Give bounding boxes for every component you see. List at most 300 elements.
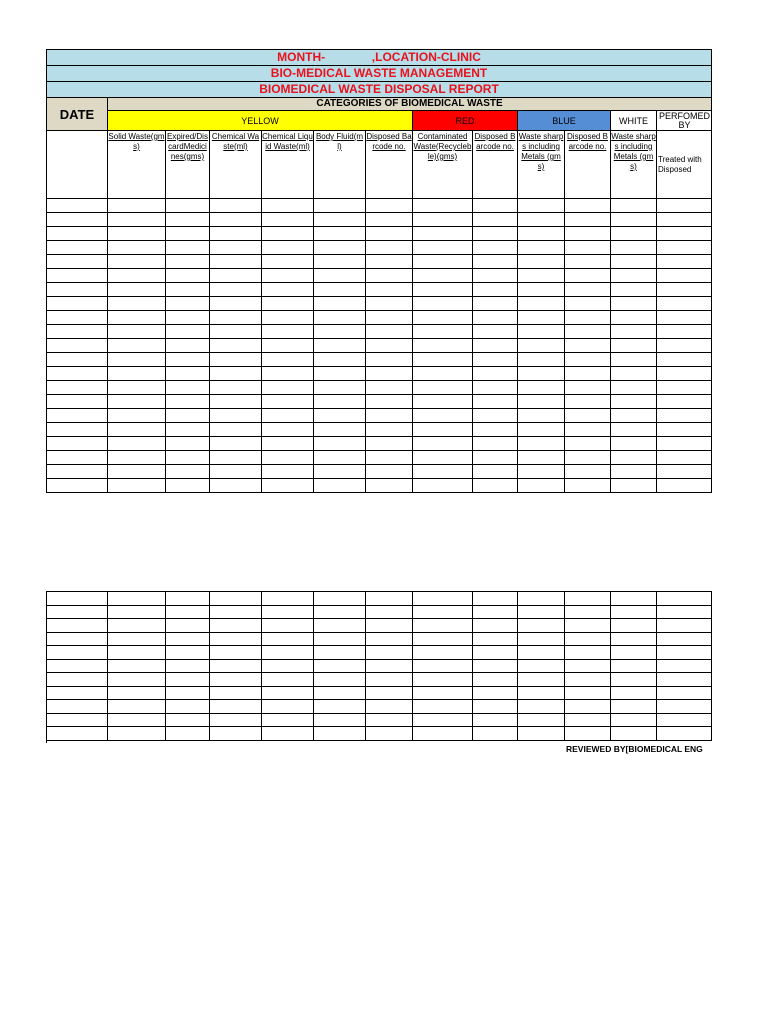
table-cell[interactable] bbox=[565, 423, 611, 437]
table-cell[interactable] bbox=[473, 367, 518, 381]
table-cell[interactable] bbox=[166, 659, 210, 673]
table-cell[interactable] bbox=[611, 199, 657, 213]
table-cell[interactable] bbox=[47, 619, 108, 633]
table-cell[interactable] bbox=[210, 659, 262, 673]
table-cell[interactable] bbox=[657, 659, 712, 673]
table-cell[interactable] bbox=[108, 395, 166, 409]
table-cell[interactable] bbox=[47, 632, 108, 646]
table-cell[interactable] bbox=[473, 255, 518, 269]
table-cell[interactable] bbox=[47, 255, 108, 269]
table-cell[interactable] bbox=[210, 227, 262, 241]
table-cell[interactable] bbox=[518, 727, 565, 741]
table-cell[interactable] bbox=[166, 297, 210, 311]
table-cell[interactable] bbox=[473, 632, 518, 646]
yellow-category[interactable]: YELLOW bbox=[108, 111, 413, 131]
table-cell[interactable] bbox=[657, 255, 712, 269]
table-cell[interactable] bbox=[518, 325, 565, 339]
table-cell[interactable] bbox=[366, 700, 413, 714]
table-cell[interactable] bbox=[262, 353, 314, 367]
table-cell[interactable] bbox=[366, 592, 413, 606]
title-management[interactable]: BIO-MEDICAL WASTE MANAGEMENT bbox=[47, 66, 712, 82]
table-cell[interactable] bbox=[210, 673, 262, 687]
table-cell[interactable] bbox=[413, 686, 473, 700]
table-cell[interactable] bbox=[166, 451, 210, 465]
table-cell[interactable] bbox=[47, 199, 108, 213]
column-header-4[interactable]: Chemical Liquid Waste(ml) bbox=[262, 131, 314, 199]
table-cell[interactable] bbox=[314, 311, 366, 325]
table-cell[interactable] bbox=[166, 353, 210, 367]
table-cell[interactable] bbox=[518, 700, 565, 714]
table-cell[interactable] bbox=[366, 646, 413, 660]
table-cell[interactable] bbox=[413, 241, 473, 255]
table-cell[interactable] bbox=[473, 437, 518, 451]
table-cell[interactable] bbox=[366, 465, 413, 479]
table-cell[interactable] bbox=[210, 395, 262, 409]
table-cell[interactable] bbox=[473, 269, 518, 283]
table-cell[interactable] bbox=[413, 339, 473, 353]
table-cell[interactable] bbox=[565, 409, 611, 423]
table-cell[interactable] bbox=[262, 713, 314, 727]
table-cell[interactable] bbox=[611, 353, 657, 367]
table-cell[interactable] bbox=[518, 632, 565, 646]
table-cell[interactable] bbox=[413, 727, 473, 741]
table-cell[interactable] bbox=[262, 727, 314, 741]
table-cell[interactable] bbox=[108, 713, 166, 727]
table-cell[interactable] bbox=[366, 381, 413, 395]
table-cell[interactable] bbox=[611, 673, 657, 687]
column-header-3[interactable]: Chemical Waste(ml) bbox=[210, 131, 262, 199]
reviewed-by-label[interactable]: REVIEWED BY[BIOMEDICAL ENG bbox=[566, 744, 703, 754]
table-cell[interactable] bbox=[657, 311, 712, 325]
table-cell[interactable] bbox=[657, 465, 712, 479]
table-cell[interactable] bbox=[473, 605, 518, 619]
table-cell[interactable] bbox=[166, 311, 210, 325]
table-cell[interactable] bbox=[518, 227, 565, 241]
table-cell[interactable] bbox=[473, 700, 518, 714]
table-cell[interactable] bbox=[611, 727, 657, 741]
table-cell[interactable] bbox=[565, 213, 611, 227]
table-cell[interactable] bbox=[413, 325, 473, 339]
table-cell[interactable] bbox=[47, 381, 108, 395]
table-cell[interactable] bbox=[210, 241, 262, 255]
table-cell[interactable] bbox=[518, 619, 565, 633]
table-cell[interactable] bbox=[108, 700, 166, 714]
table-cell[interactable] bbox=[262, 659, 314, 673]
table-cell[interactable] bbox=[210, 700, 262, 714]
table-cell[interactable] bbox=[366, 727, 413, 741]
table-cell[interactable] bbox=[262, 632, 314, 646]
table-cell[interactable] bbox=[262, 686, 314, 700]
table-cell[interactable] bbox=[413, 632, 473, 646]
table-cell[interactable] bbox=[262, 423, 314, 437]
table-cell[interactable] bbox=[108, 227, 166, 241]
table-cell[interactable] bbox=[413, 297, 473, 311]
table-cell[interactable] bbox=[314, 479, 366, 493]
table-cell[interactable] bbox=[611, 619, 657, 633]
table-cell[interactable] bbox=[518, 199, 565, 213]
table-cell[interactable] bbox=[210, 269, 262, 283]
table-cell[interactable] bbox=[210, 325, 262, 339]
table-cell[interactable] bbox=[565, 395, 611, 409]
table-cell[interactable] bbox=[166, 325, 210, 339]
table-cell[interactable] bbox=[657, 686, 712, 700]
table-cell[interactable] bbox=[47, 686, 108, 700]
performed-by-header[interactable]: PERFOMED BY bbox=[657, 111, 712, 131]
table-cell[interactable] bbox=[518, 311, 565, 325]
table-cell[interactable] bbox=[314, 297, 366, 311]
table-cell[interactable] bbox=[210, 213, 262, 227]
table-cell[interactable] bbox=[366, 339, 413, 353]
table-cell[interactable] bbox=[473, 423, 518, 437]
table-cell[interactable] bbox=[47, 592, 108, 606]
table-cell[interactable] bbox=[47, 269, 108, 283]
table-cell[interactable] bbox=[413, 367, 473, 381]
table-cell[interactable] bbox=[166, 339, 210, 353]
column-header-12[interactable]: Treated with Disposed bbox=[657, 131, 712, 199]
table-cell[interactable] bbox=[657, 325, 712, 339]
table-cell[interactable] bbox=[473, 686, 518, 700]
table-cell[interactable] bbox=[262, 325, 314, 339]
table-cell[interactable] bbox=[47, 325, 108, 339]
table-cell[interactable] bbox=[473, 646, 518, 660]
table-cell[interactable] bbox=[565, 437, 611, 451]
table-cell[interactable] bbox=[657, 451, 712, 465]
table-cell[interactable] bbox=[518, 451, 565, 465]
table-cell[interactable] bbox=[473, 297, 518, 311]
table-cell[interactable] bbox=[611, 686, 657, 700]
table-cell[interactable] bbox=[473, 479, 518, 493]
table-cell[interactable] bbox=[47, 227, 108, 241]
table-cell[interactable] bbox=[611, 311, 657, 325]
table-cell[interactable] bbox=[47, 700, 108, 714]
table-cell[interactable] bbox=[166, 686, 210, 700]
table-cell[interactable] bbox=[47, 727, 108, 741]
table-cell[interactable] bbox=[413, 381, 473, 395]
table-cell[interactable] bbox=[108, 241, 166, 255]
table-cell[interactable] bbox=[262, 255, 314, 269]
table-cell[interactable] bbox=[657, 227, 712, 241]
table-cell[interactable] bbox=[366, 605, 413, 619]
table-cell[interactable] bbox=[166, 479, 210, 493]
table-cell[interactable] bbox=[262, 199, 314, 213]
table-cell[interactable] bbox=[518, 395, 565, 409]
column-header-7[interactable]: Contaminated Waste(Recycleble)(gms) bbox=[413, 131, 473, 199]
table-cell[interactable] bbox=[657, 646, 712, 660]
table-cell[interactable] bbox=[210, 479, 262, 493]
column-header-9[interactable]: Waste sharps including Metals (gms) bbox=[518, 131, 565, 199]
table-cell[interactable] bbox=[210, 727, 262, 741]
table-cell[interactable] bbox=[518, 646, 565, 660]
column-header-8[interactable]: Disposed Barcode no. bbox=[473, 131, 518, 199]
table-cell[interactable] bbox=[611, 465, 657, 479]
table-cell[interactable] bbox=[611, 241, 657, 255]
table-cell[interactable] bbox=[108, 213, 166, 227]
table-cell[interactable] bbox=[611, 713, 657, 727]
table-cell[interactable] bbox=[166, 227, 210, 241]
white-category[interactable]: WHITE bbox=[611, 111, 657, 131]
table-cell[interactable] bbox=[108, 367, 166, 381]
table-cell[interactable] bbox=[210, 619, 262, 633]
table-cell[interactable] bbox=[518, 297, 565, 311]
table-cell[interactable] bbox=[518, 479, 565, 493]
table-cell[interactable] bbox=[47, 451, 108, 465]
table-cell[interactable] bbox=[314, 673, 366, 687]
table-cell[interactable] bbox=[108, 673, 166, 687]
table-cell[interactable] bbox=[314, 592, 366, 606]
table-cell[interactable] bbox=[166, 465, 210, 479]
table-cell[interactable] bbox=[473, 673, 518, 687]
table-cell[interactable] bbox=[262, 367, 314, 381]
table-cell[interactable] bbox=[611, 297, 657, 311]
table-cell[interactable] bbox=[166, 592, 210, 606]
table-cell[interactable] bbox=[210, 605, 262, 619]
table-cell[interactable] bbox=[262, 269, 314, 283]
table-cell[interactable] bbox=[47, 367, 108, 381]
table-cell[interactable] bbox=[565, 479, 611, 493]
table-cell[interactable] bbox=[366, 673, 413, 687]
table-cell[interactable] bbox=[473, 325, 518, 339]
table-cell[interactable] bbox=[518, 686, 565, 700]
table-cell[interactable] bbox=[611, 269, 657, 283]
table-cell[interactable] bbox=[518, 339, 565, 353]
table-cell[interactable] bbox=[47, 479, 108, 493]
table-cell[interactable] bbox=[518, 465, 565, 479]
table-cell[interactable] bbox=[314, 339, 366, 353]
table-cell[interactable] bbox=[108, 423, 166, 437]
table-cell[interactable] bbox=[518, 283, 565, 297]
table-cell[interactable] bbox=[518, 605, 565, 619]
table-cell[interactable] bbox=[210, 423, 262, 437]
table-cell[interactable] bbox=[413, 395, 473, 409]
table-cell[interactable] bbox=[413, 673, 473, 687]
table-cell[interactable] bbox=[166, 283, 210, 297]
table-cell[interactable] bbox=[518, 353, 565, 367]
table-cell[interactable] bbox=[262, 605, 314, 619]
table-cell[interactable] bbox=[47, 673, 108, 687]
table-cell[interactable] bbox=[166, 367, 210, 381]
table-cell[interactable] bbox=[262, 465, 314, 479]
table-cell[interactable] bbox=[47, 409, 108, 423]
table-cell[interactable] bbox=[611, 395, 657, 409]
table-cell[interactable] bbox=[611, 255, 657, 269]
table-cell[interactable] bbox=[108, 269, 166, 283]
table-cell[interactable] bbox=[657, 199, 712, 213]
table-cell[interactable] bbox=[611, 283, 657, 297]
table-cell[interactable] bbox=[657, 409, 712, 423]
table-cell[interactable] bbox=[210, 646, 262, 660]
table-cell[interactable] bbox=[565, 353, 611, 367]
table-cell[interactable] bbox=[473, 659, 518, 673]
table-cell[interactable] bbox=[518, 437, 565, 451]
table-cell[interactable] bbox=[47, 713, 108, 727]
table-cell[interactable] bbox=[413, 451, 473, 465]
table-cell[interactable] bbox=[518, 241, 565, 255]
table-cell[interactable] bbox=[657, 632, 712, 646]
table-cell[interactable] bbox=[108, 632, 166, 646]
table-cell[interactable] bbox=[657, 395, 712, 409]
table-cell[interactable] bbox=[108, 339, 166, 353]
table-cell[interactable] bbox=[565, 199, 611, 213]
table-cell[interactable] bbox=[473, 592, 518, 606]
table-cell[interactable] bbox=[108, 325, 166, 339]
table-cell[interactable] bbox=[657, 367, 712, 381]
table-cell[interactable] bbox=[611, 632, 657, 646]
table-cell[interactable] bbox=[108, 605, 166, 619]
table-cell[interactable] bbox=[210, 451, 262, 465]
table-cell[interactable] bbox=[611, 213, 657, 227]
table-cell[interactable] bbox=[262, 437, 314, 451]
table-cell[interactable] bbox=[565, 659, 611, 673]
table-cell[interactable] bbox=[166, 605, 210, 619]
title-month-location[interactable]: MONTH- ,LOCATION-CLINIC bbox=[47, 50, 712, 66]
table-cell[interactable] bbox=[611, 592, 657, 606]
table-cell[interactable] bbox=[565, 241, 611, 255]
table-cell[interactable] bbox=[413, 409, 473, 423]
table-cell[interactable] bbox=[314, 353, 366, 367]
table-cell[interactable] bbox=[565, 227, 611, 241]
table-cell[interactable] bbox=[366, 353, 413, 367]
red-category[interactable]: RED bbox=[413, 111, 518, 131]
table-cell[interactable] bbox=[565, 451, 611, 465]
table-cell[interactable] bbox=[47, 605, 108, 619]
table-cell[interactable] bbox=[47, 339, 108, 353]
table-cell[interactable] bbox=[166, 673, 210, 687]
table-cell[interactable] bbox=[413, 255, 473, 269]
table-cell[interactable] bbox=[314, 381, 366, 395]
table-cell[interactable] bbox=[47, 241, 108, 255]
date-header[interactable]: DATE bbox=[47, 98, 108, 131]
table-cell[interactable] bbox=[108, 297, 166, 311]
column-header-2[interactable]: Expired/DiscardMedicines(gms) bbox=[166, 131, 210, 199]
table-cell[interactable] bbox=[108, 381, 166, 395]
table-cell[interactable] bbox=[366, 713, 413, 727]
table-cell[interactable] bbox=[262, 700, 314, 714]
table-cell[interactable] bbox=[210, 632, 262, 646]
table-cell[interactable] bbox=[166, 255, 210, 269]
table-cell[interactable] bbox=[657, 713, 712, 727]
table-cell[interactable] bbox=[108, 409, 166, 423]
table-cell[interactable] bbox=[565, 605, 611, 619]
table-cell[interactable] bbox=[366, 255, 413, 269]
table-cell[interactable] bbox=[565, 325, 611, 339]
table-cell[interactable] bbox=[611, 659, 657, 673]
table-cell[interactable] bbox=[473, 199, 518, 213]
table-cell[interactable] bbox=[366, 619, 413, 633]
title-disposal-report[interactable]: BIOMEDICAL WASTE DISPOSAL REPORT bbox=[47, 82, 712, 98]
table-cell[interactable] bbox=[314, 632, 366, 646]
table-cell[interactable] bbox=[473, 713, 518, 727]
table-cell[interactable] bbox=[657, 297, 712, 311]
table-cell[interactable] bbox=[518, 423, 565, 437]
table-cell[interactable] bbox=[108, 686, 166, 700]
table-cell[interactable] bbox=[262, 213, 314, 227]
table-cell[interactable] bbox=[210, 437, 262, 451]
table-cell[interactable] bbox=[47, 283, 108, 297]
table-cell[interactable] bbox=[314, 686, 366, 700]
table-cell[interactable] bbox=[473, 409, 518, 423]
table-cell[interactable] bbox=[47, 213, 108, 227]
table-cell[interactable] bbox=[210, 409, 262, 423]
table-cell[interactable] bbox=[108, 437, 166, 451]
table-cell[interactable] bbox=[473, 381, 518, 395]
table-cell[interactable] bbox=[314, 619, 366, 633]
table-cell[interactable] bbox=[413, 659, 473, 673]
table-cell[interactable] bbox=[611, 339, 657, 353]
table-cell[interactable] bbox=[611, 437, 657, 451]
table-cell[interactable] bbox=[366, 325, 413, 339]
table-cell[interactable] bbox=[611, 451, 657, 465]
table-cell[interactable] bbox=[413, 227, 473, 241]
table-cell[interactable] bbox=[366, 437, 413, 451]
table-cell[interactable] bbox=[657, 269, 712, 283]
table-cell[interactable] bbox=[166, 381, 210, 395]
table-cell[interactable] bbox=[314, 255, 366, 269]
table-cell[interactable] bbox=[565, 381, 611, 395]
table-cell[interactable] bbox=[366, 479, 413, 493]
table-cell[interactable] bbox=[366, 632, 413, 646]
table-cell[interactable] bbox=[366, 283, 413, 297]
table-cell[interactable] bbox=[611, 381, 657, 395]
table-cell[interactable] bbox=[366, 395, 413, 409]
table-cell[interactable] bbox=[473, 451, 518, 465]
table-cell[interactable] bbox=[366, 213, 413, 227]
table-cell[interactable] bbox=[473, 213, 518, 227]
table-cell[interactable] bbox=[518, 213, 565, 227]
table-cell[interactable] bbox=[518, 409, 565, 423]
table-cell[interactable] bbox=[413, 269, 473, 283]
table-cell[interactable] bbox=[413, 465, 473, 479]
table-cell[interactable] bbox=[518, 269, 565, 283]
table-cell[interactable] bbox=[166, 269, 210, 283]
table-cell[interactable] bbox=[47, 353, 108, 367]
table-cell[interactable] bbox=[262, 241, 314, 255]
table-cell[interactable] bbox=[108, 727, 166, 741]
table-cell[interactable] bbox=[611, 700, 657, 714]
table-cell[interactable] bbox=[166, 199, 210, 213]
table-cell[interactable] bbox=[47, 465, 108, 479]
table-cell[interactable] bbox=[518, 367, 565, 381]
table-cell[interactable] bbox=[166, 700, 210, 714]
table-cell[interactable] bbox=[565, 686, 611, 700]
table-cell[interactable] bbox=[657, 479, 712, 493]
table-cell[interactable] bbox=[366, 423, 413, 437]
date-column-cell[interactable] bbox=[47, 131, 108, 199]
table-cell[interactable] bbox=[565, 673, 611, 687]
table-cell[interactable] bbox=[166, 213, 210, 227]
table-cell[interactable] bbox=[47, 311, 108, 325]
table-cell[interactable] bbox=[314, 367, 366, 381]
table-cell[interactable] bbox=[314, 269, 366, 283]
table-cell[interactable] bbox=[262, 339, 314, 353]
table-cell[interactable] bbox=[518, 713, 565, 727]
table-cell[interactable] bbox=[413, 713, 473, 727]
column-header-10[interactable]: Disposed Barcode no. bbox=[565, 131, 611, 199]
table-cell[interactable] bbox=[473, 227, 518, 241]
table-cell[interactable] bbox=[657, 700, 712, 714]
table-cell[interactable] bbox=[473, 283, 518, 297]
table-cell[interactable] bbox=[657, 283, 712, 297]
table-cell[interactable] bbox=[262, 283, 314, 297]
table-cell[interactable] bbox=[166, 241, 210, 255]
table-cell[interactable] bbox=[47, 423, 108, 437]
table-cell[interactable] bbox=[166, 409, 210, 423]
table-cell[interactable] bbox=[413, 700, 473, 714]
table-cell[interactable] bbox=[314, 409, 366, 423]
table-cell[interactable] bbox=[611, 646, 657, 660]
table-cell[interactable] bbox=[366, 409, 413, 423]
table-cell[interactable] bbox=[657, 619, 712, 633]
table-cell[interactable] bbox=[314, 325, 366, 339]
